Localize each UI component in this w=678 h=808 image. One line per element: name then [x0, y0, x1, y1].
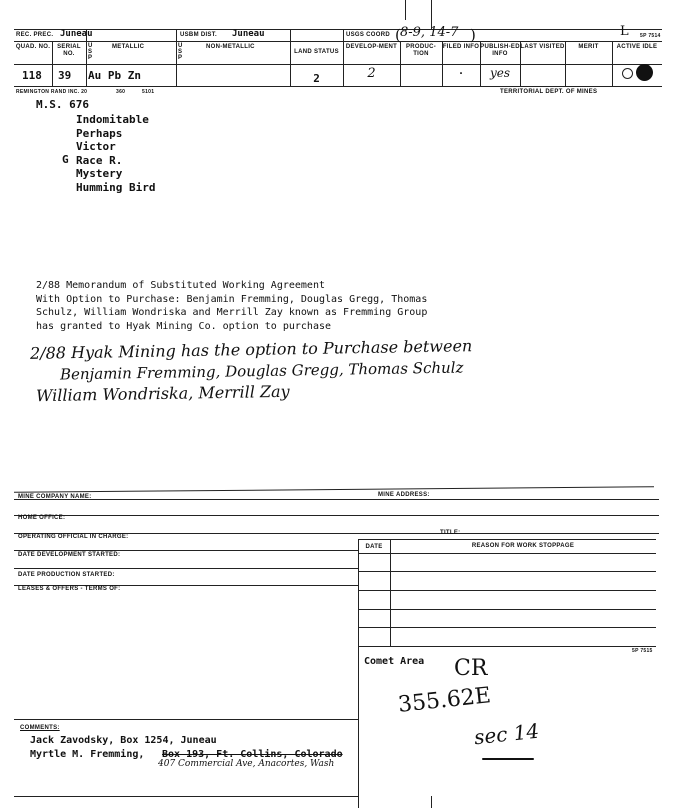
active-circle-icon	[622, 68, 633, 79]
printer-credit: REMINGTON RAND INC. 20	[16, 89, 88, 95]
development-value: 2	[367, 66, 376, 81]
rec-prec-value: Juneau	[60, 29, 93, 39]
usgs-coord-label: USGS COORD	[346, 32, 391, 38]
mineral-survey-number: M.S. 676	[36, 98, 89, 111]
home-office-label: HOME OFFICE:	[18, 515, 66, 521]
col-metallic: METALLIC	[112, 44, 145, 50]
paren-close-icon: )	[470, 26, 476, 44]
col-filed-info: FILED INFO	[442, 44, 480, 50]
handwritten-section: sec 14	[472, 718, 541, 750]
leases-offers-label: LEASES & OFFERS - TERMS OF:	[18, 586, 121, 592]
comment-line-2-prefix: Myrtle M. Fremming,	[30, 749, 145, 760]
handwritten-note-line: 2/88 Hyak Mining has the option to Purchase between	[29, 336, 473, 363]
comments-label: COMMENTS:	[20, 725, 60, 731]
claim-name: Race R.	[76, 153, 123, 167]
claim-name: Humming Bird	[76, 180, 156, 194]
claim-names-list	[76, 113, 155, 194]
memo-line: has granted to Hyak Mining Co. option to purchase	[36, 320, 332, 332]
form-number-top: 5P 7514	[640, 33, 661, 39]
usgs-coord-value: 8-9, 14-7	[400, 25, 459, 40]
col-published-info: PUBLISH-ED INFO	[480, 44, 520, 57]
col-serial-no: SERIAL NO.	[57, 44, 81, 57]
paren-open-icon: (	[395, 26, 401, 44]
usbm-dist-value: Juneau	[232, 29, 265, 39]
col-production: PRODUC-TION	[405, 44, 437, 57]
mine-company-name-label: MINE COMPANY NAME:	[18, 494, 92, 500]
section-underline	[482, 758, 534, 760]
date-production-label: DATE PRODUCTION STARTED:	[18, 572, 115, 578]
usbm-dist-label: USBM DIST.	[180, 32, 218, 38]
claim-name: Perhaps	[76, 126, 123, 140]
form-code-1: 360	[116, 89, 126, 95]
mine-address-label: MINE ADDRESS:	[378, 492, 430, 498]
territorial-dept-label: TERRITORIAL DEPT. OF MINES	[500, 89, 598, 95]
claim-name: Victor	[76, 140, 116, 153]
area-name: Comet Area	[364, 656, 425, 667]
col-usp-nonmetallic: U S P	[178, 43, 183, 61]
col-usp-metallic: U S P	[88, 43, 93, 61]
published-info-value: yes	[489, 66, 511, 80]
memorandum-text	[36, 279, 427, 333]
comment-line-2-new-address: 407 Commercial Ave, Anacortes, Wash	[158, 759, 335, 769]
rec-prec-label: REC. PREC.	[16, 32, 54, 38]
corner-letter: L	[620, 24, 629, 39]
date-column-header: DATE	[365, 544, 383, 550]
memo-line: With Option to Purchase: Benjamin Fremming, Douglas Gregg, Thomas	[36, 293, 428, 305]
claim-name: Indomitable	[76, 113, 149, 126]
form-code-2: 5101	[142, 89, 155, 95]
date-development-label: DATE DEVELOPMENT STARTED:	[18, 552, 121, 558]
idle-filled-circle-icon	[636, 64, 653, 81]
land-status-value: 2	[313, 72, 320, 85]
metallic-value: Au Pb Zn	[88, 69, 141, 82]
handwritten-note-line: William Wondriska, Merrill Zay	[35, 381, 290, 406]
title-label: TITLE:	[440, 530, 461, 536]
quad-value: 118	[22, 69, 42, 82]
col-development: DEVELOP-MENT	[345, 44, 398, 50]
handwritten-note-line: Benjamin Fremming, Douglas Gregg, Thomas Schulz	[59, 358, 464, 384]
g-marker: G	[62, 153, 69, 166]
memo-line: 2/88 Memorandum of Substituted Working Agreement	[36, 280, 325, 291]
form-number-bottom: 5P 7515	[632, 648, 653, 654]
col-merit: MERIT	[578, 44, 599, 50]
memo-line: Schulz, William Wondriska and Merrill Zay known as Fremming Group	[36, 307, 428, 318]
comment-line-1: Jack Zavodsky, Box 1254, Juneau	[30, 735, 217, 746]
operating-official-label: OPERATING OFFICIAL IN CHARGE:	[18, 534, 129, 540]
serial-value: 39	[58, 69, 72, 82]
col-active-idle: ACTIVE IDLE	[616, 44, 658, 50]
col-land-status: LAND STATUS	[294, 49, 339, 55]
filed-info-value: .	[457, 66, 465, 77]
reason-work-stoppage-header: REASON FOR WORK STOPPAGE	[471, 543, 575, 549]
comment-line-2-struck-address: Box 193, Ft. Collins, Colorado	[162, 749, 343, 760]
col-last-visited: LAST VISITED	[520, 44, 565, 50]
col-nonmetallic: NON-METALLIC	[206, 44, 255, 50]
claim-name: Mystery	[76, 167, 123, 180]
handwritten-coordinate: 355.62E	[396, 683, 493, 718]
handwritten-cr: CR	[454, 656, 488, 681]
col-quad-no: QUAD. NO.	[15, 44, 51, 50]
